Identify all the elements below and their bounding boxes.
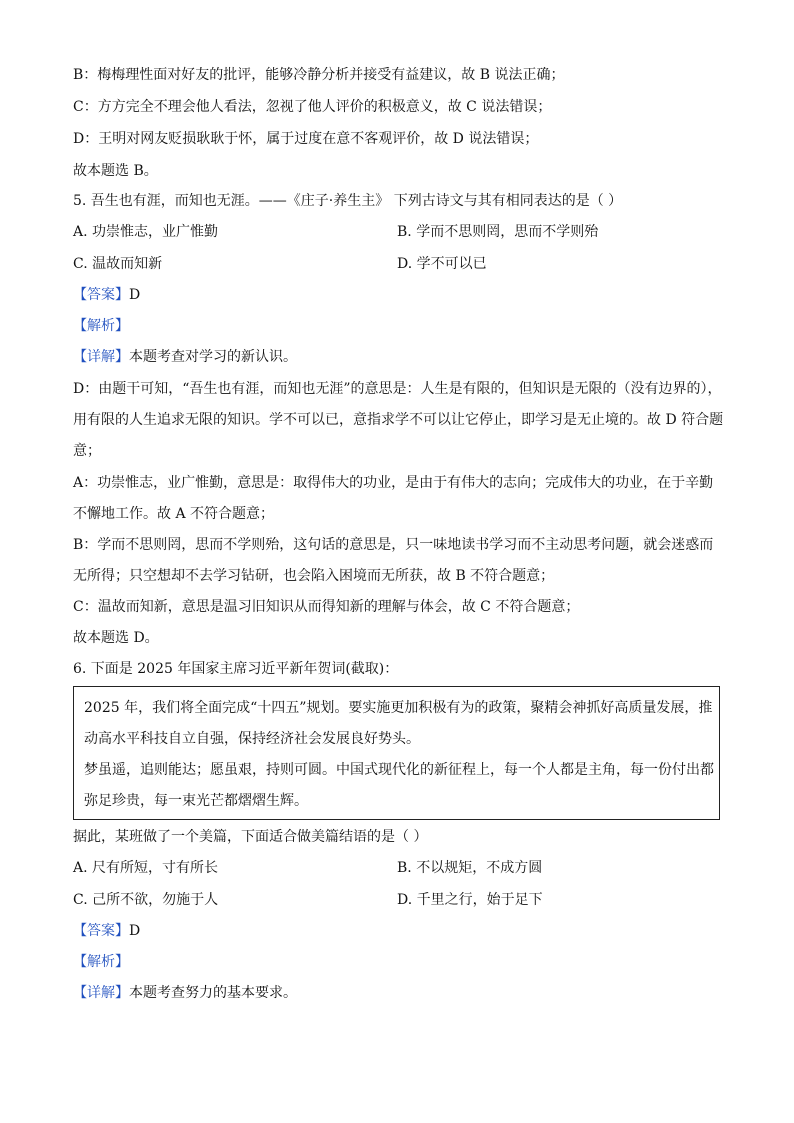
- q6-quote-line: 动高水平科技自立自强，保持经济社会发展良好势头。: [84, 731, 420, 747]
- q5-answer-tag: 【答案】: [73, 287, 129, 303]
- q5-option-b: B. 学而不思则罔，思而不学则殆: [397, 224, 599, 240]
- q5-explanation-line: 无所得；只空想却不去学习钻研，也会陷入困境而无所获，故 B 不符合题意；: [73, 568, 555, 584]
- q5-answer-value: D: [129, 287, 141, 303]
- q5-explanation-line: 用有限的人生追求无限的知识。学不可以已，意指求学不可以让它停止，即学习是无止境的。故 D 符合题: [73, 412, 724, 428]
- q5-analysis-tag: 【解析】: [73, 318, 129, 334]
- q5-explanation-line: C：温故而知新，意思是温习旧知识从而得知新的理解与体会，故 C 不符合题意；: [73, 599, 580, 615]
- q5-analysis: [73, 316, 733, 336]
- q5-option-d: D. 学不可以已: [397, 256, 487, 272]
- q6-quote-line: 弥足珍贵，每一束光芒都熠熠生辉。: [84, 793, 308, 809]
- q6-answer-value: D: [129, 923, 141, 939]
- q6-option-c: C. 己所不欲，勿施于人: [73, 892, 219, 908]
- q5-option-a: A. 功崇惟志，业广惟勤: [73, 224, 219, 240]
- q6-answer-tag: 【答案】: [73, 923, 129, 939]
- q6-option-a: A. 尺有所短，寸有所长: [73, 860, 219, 876]
- q6-quote-line: 梦虽遥，追则能达；愿虽艰，持则可圆。中国式现代化的新征程上，每一个人都是主角，每一份付出都: [84, 762, 714, 778]
- q6-option-d: D. 千里之行，始于足下: [397, 892, 543, 908]
- q5-detail-text: 本题考查对学习的新认识。: [129, 349, 297, 365]
- q4-conclusion: 故本题选 B。: [73, 163, 158, 179]
- q5-explanation-line: D：由题干可知，“吾生也有涯，而知也无涯”的意思是：人生是有限的，但知识是无限的（没有边界的），: [73, 381, 722, 397]
- q6-quote-box: [73, 686, 720, 820]
- q5-option-c: C. 温故而知新: [73, 256, 163, 272]
- q4-line-d: D：王明对网友贬损耿耿于怀，属于过度在意不客观评价，故 D 说法错误；: [73, 131, 539, 147]
- q6-detail-text: 本题考查努力的基本要求。: [129, 985, 297, 1001]
- q5-explanation-line: A：功崇惟志，业广惟勤，意思是：取得伟大的功业，是由于有伟大的志向；完成伟大的功业，在于辛勤: [73, 475, 714, 491]
- q6-detail-tag: 【详解】: [73, 985, 129, 1001]
- q6-answer: [73, 921, 733, 941]
- q6-analysis-tag: 【解析】: [73, 954, 129, 970]
- q6-option-b: B. 不以规矩，不成方圆: [397, 860, 543, 876]
- q5-answer: [73, 285, 733, 305]
- q5-explanation-line: B：学而不思则罔，思而不学则殆，这句话的意思是，只一味地读书学习而不主动思考问题，就会迷惑而: [73, 537, 714, 553]
- q6-quote-line: 2025 年，我们将全面完成“十四五”规划。要实施更加积极有为的政策，聚精会神抓好高质量发展，推: [84, 700, 713, 716]
- q6-intro: 6. 下面是 2025 年国家主席习近平新年贺词(截取)：: [73, 661, 399, 677]
- q5-detail-tag: 【详解】: [73, 349, 129, 365]
- q5-detail: [73, 347, 733, 367]
- q6-question: 据此，某班做了一个美篇，下面适合做美篇结语的是（ ）: [73, 829, 428, 845]
- q4-line-c: C：方方完全不理会他人看法，忽视了他人评价的积极意义，故 C 说法错误；: [73, 99, 552, 115]
- q6-detail: [73, 983, 733, 1003]
- q5-explanation-line: 不懈地工作。故 A 不符合题意；: [73, 506, 275, 522]
- q6-analysis: [73, 952, 733, 972]
- q5-conclusion: 故本题选 D。: [73, 630, 159, 646]
- q5-explanation-line: 意；: [73, 443, 101, 459]
- q5-question: 5. 吾生也有涯，而知也无涯。——《庄子·养生主》 下列古诗文与其有相同表达的是（ ）: [73, 193, 623, 209]
- q4-line-b: B：梅梅理性面对好友的批评，能够冷静分析并接受有益建议，故 B 说法正确；: [73, 67, 565, 83]
